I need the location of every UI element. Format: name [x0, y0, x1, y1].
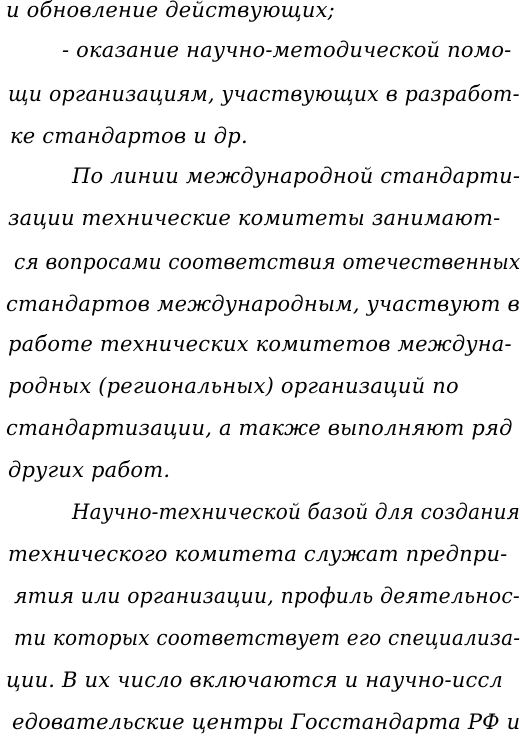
text-line: стандартизации, а также выполняют ряд [6, 416, 513, 440]
text-line: - оказание научно-методической помо- [62, 38, 512, 62]
text-line: ти которых соответствует его специализа- [14, 626, 521, 650]
text-line: работе технических комитетов междуна- [8, 332, 512, 356]
text-line: По линии международной стандарти- [72, 164, 521, 188]
text-line: других работ. [8, 458, 171, 482]
text-line: едовательские центры Госстандарта РФ и [12, 710, 521, 734]
text-line: ции. В их число включаются и научно-иссл [6, 668, 503, 692]
text-line: Научно-технической базой для создания [72, 500, 521, 524]
text-line: стандартов международным, участвуют в [6, 292, 520, 316]
text-line: ятия или организации, профиль деятельнос- [14, 584, 520, 608]
text-line: зации технические комитеты занимают- [8, 206, 501, 230]
text-line: и обновление действующих; [6, 0, 335, 22]
text-line: ке стандартов и др. [10, 124, 248, 148]
text-line: родных (региональных) организаций по [8, 374, 459, 398]
text-line: щи организациям, участвующих в разработ- [8, 82, 520, 106]
text-line: технического комитета служат предпри- [8, 542, 508, 566]
text-line: ся вопросами соответствия отечественных [14, 250, 521, 274]
